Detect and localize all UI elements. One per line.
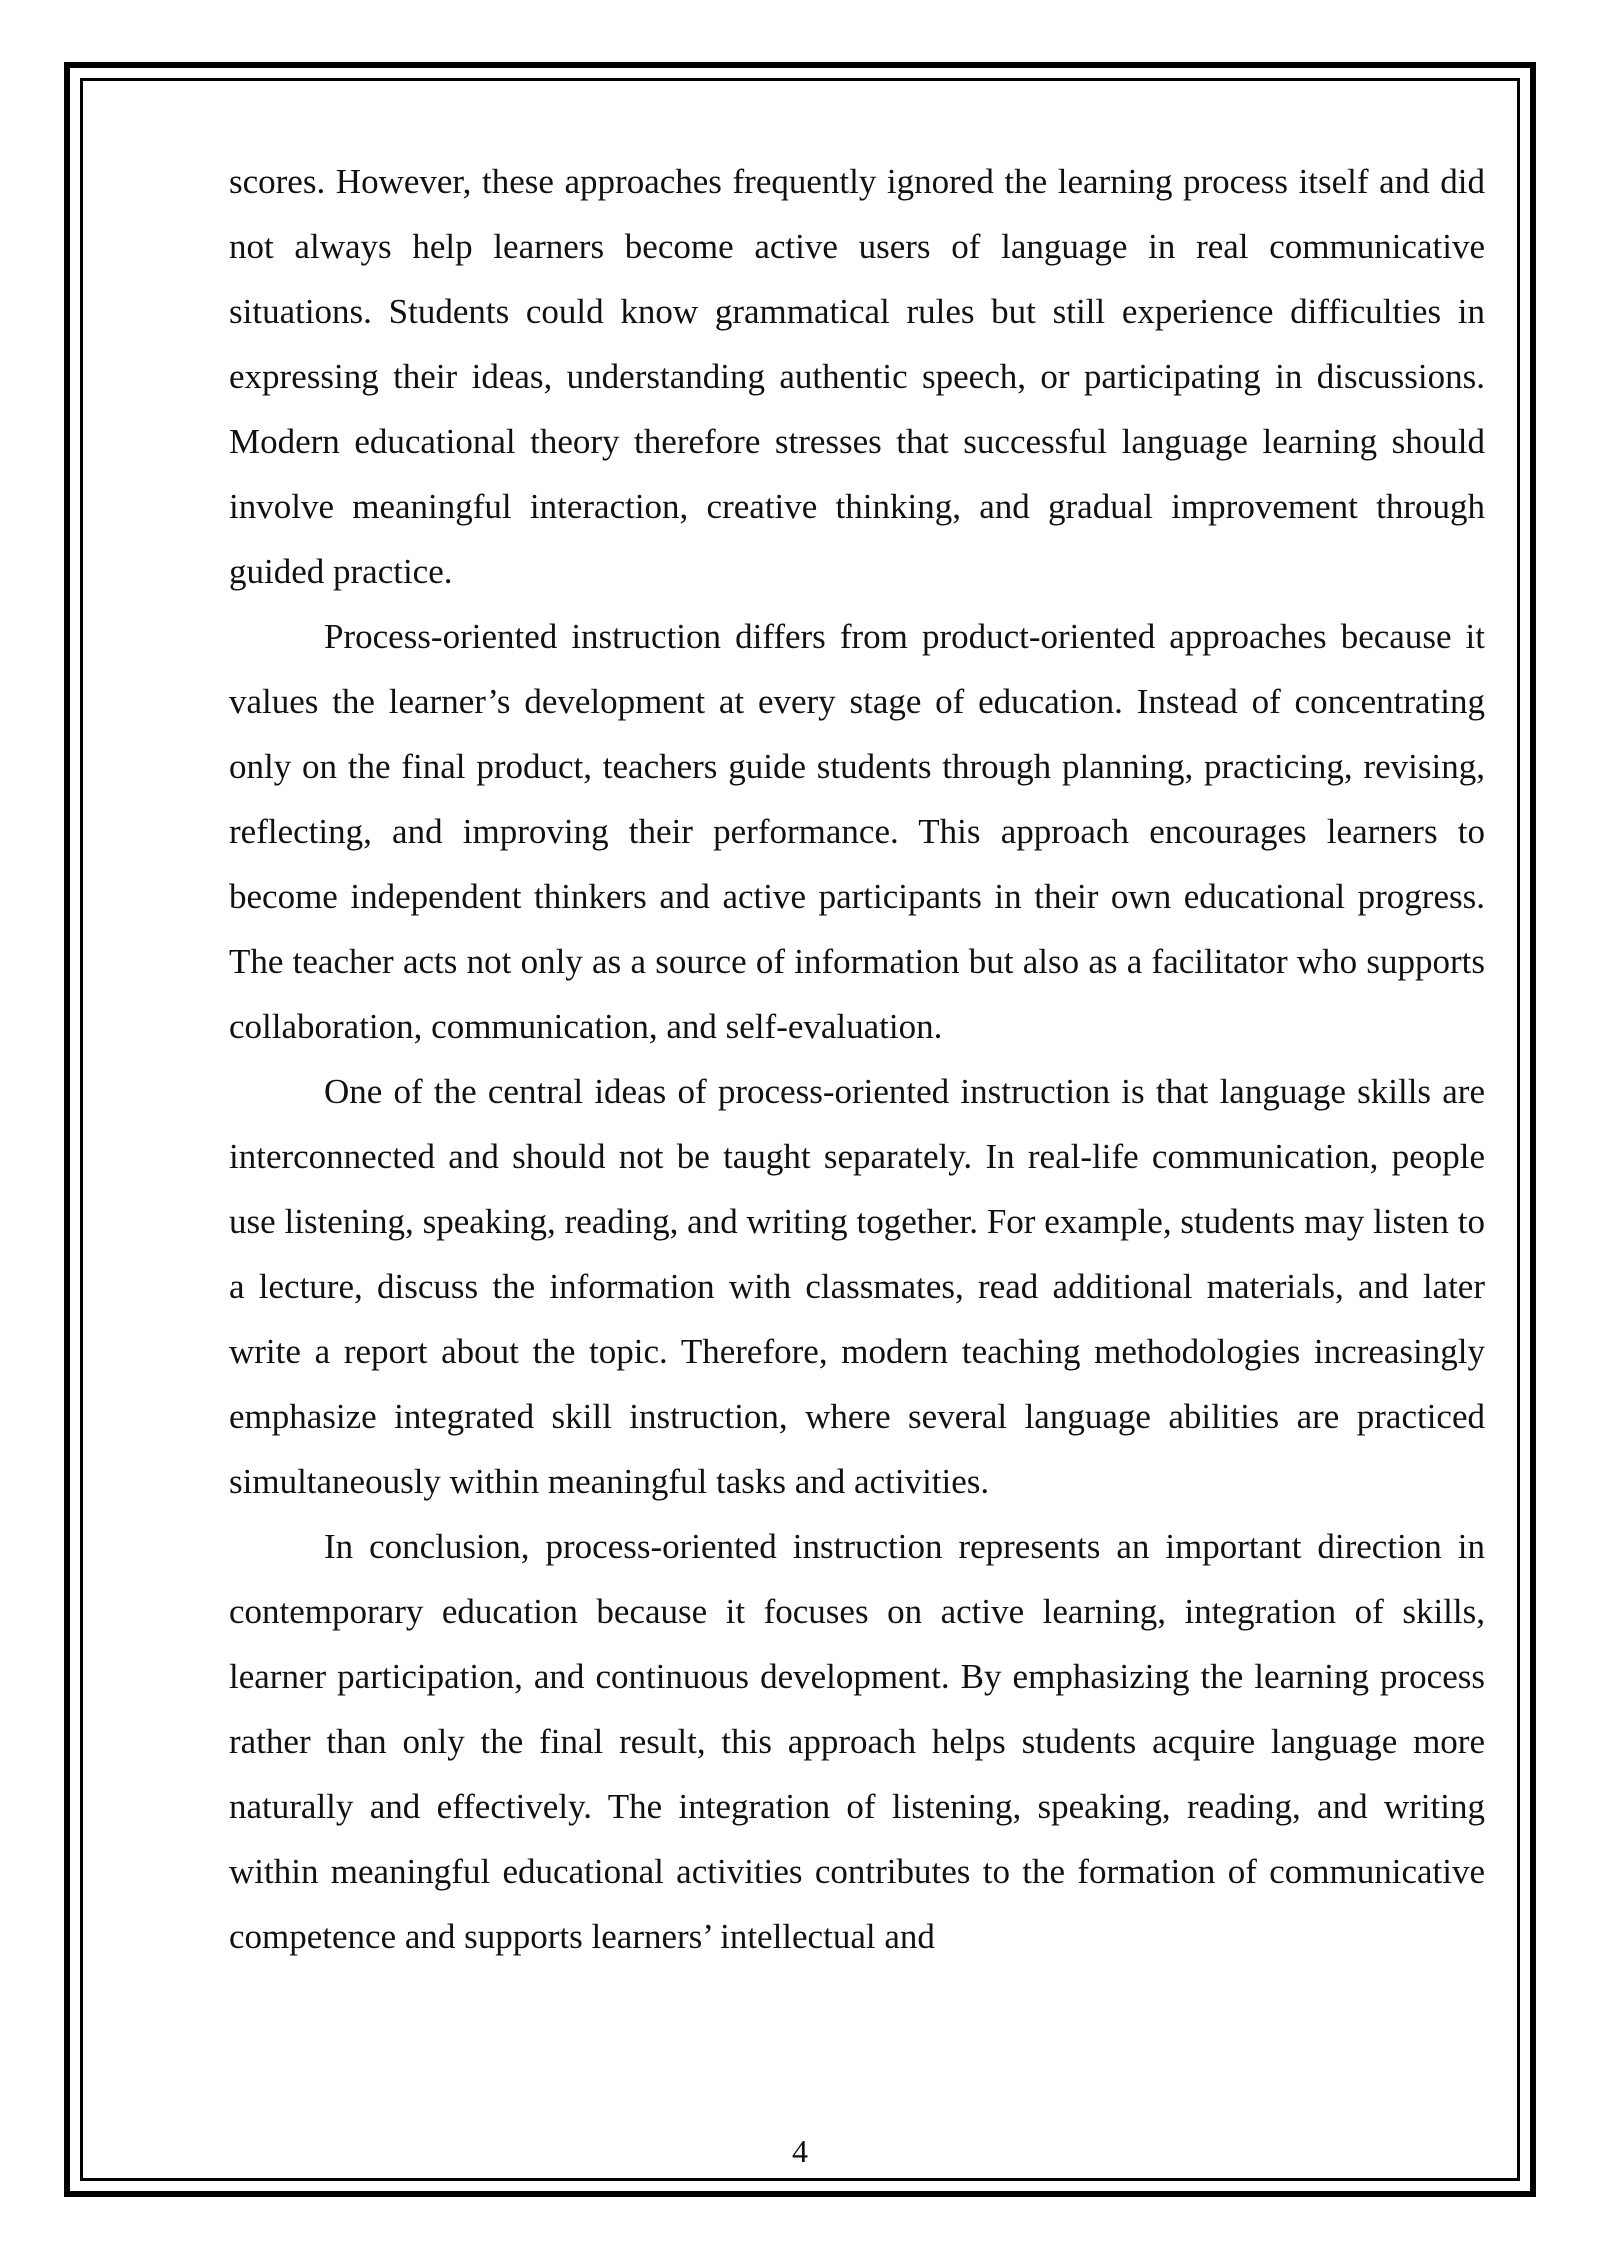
paragraph-conclusion: In conclusion, process-oriented instruction represents an important direction in contemporary education because it focuses on active learning, integration of skills, learner participation, and continuous development. By emphasizing the learning process rather than only the final result, this approach helps students acquire language more naturally and effectively. The integration of listening, speaking, reading, and writing within meaningful educational activities contributes to the formation of communicative competence and supports learners’ intellectual and bbox=[229, 1527, 1485, 1956]
paragraph-process-oriented: Process-oriented instruction differs from product-oriented approaches because it values the learner’s development at every stage of education. Instead of concentrating only on the final product, teachers guide students through planning, practicing, revising, reflecting, and improving their performance. This approach encourages learners to become independent thinkers and active participants in their own educational progress. The teacher acts not only as a source of information but also as a facilitator who supports collaboration, communication, and self-evaluation. bbox=[229, 617, 1485, 1046]
body-text bbox=[229, 149, 1485, 1969]
paragraph-interconnected-skills: One of the central ideas of process-oriented instruction is that language skills are interconnected and should not be taught separately. In real-life communication, people use listening, speaking, reading, and writing together. For example, students may listen to a lecture, discuss the information with classmates, read additional materials, and later write a report about the topic. Therefore, modern teaching methodologies increasingly emphasize integrated skill instruction, where several language abilities are practiced simultaneously within meaningful tasks and activities. bbox=[229, 1072, 1485, 1501]
page-number: 4 bbox=[792, 2133, 808, 2169]
paragraph-continued: scores. However, these approaches frequently ignored the learning process itself and did not always help learners become active users of language in real communicative situations. Students could know grammatical rules but still experience difficulties in expressing their ideas, understanding authentic speech, or participating in discussions. Modern educational theory therefore stresses that successful language learning should involve meaningful interaction, creative thinking, and gradual improvement through guided practice. bbox=[229, 162, 1485, 591]
